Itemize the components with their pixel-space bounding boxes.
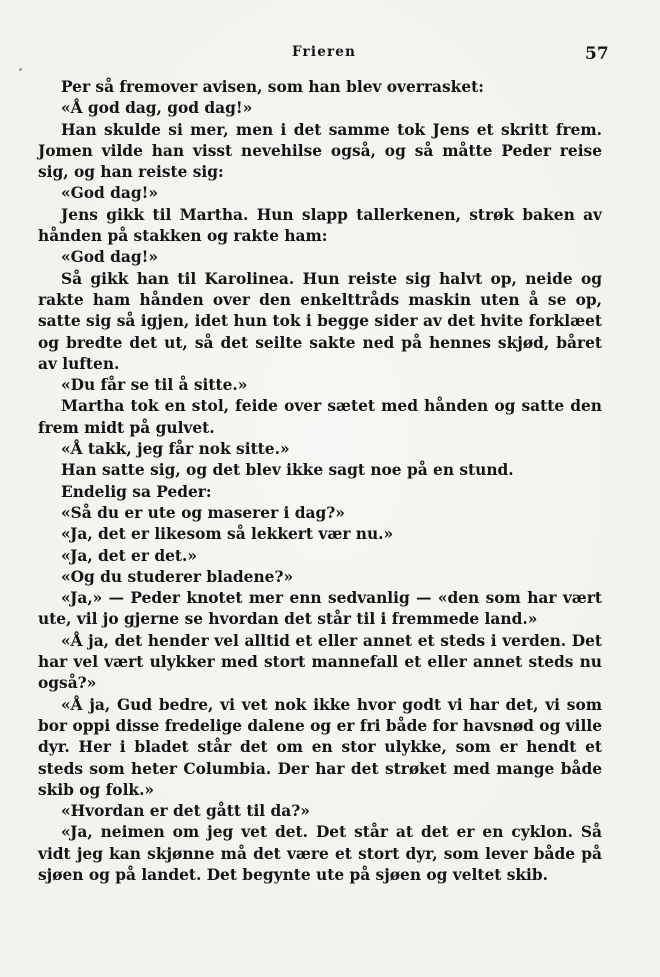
paragraph: «Ja, neimen om jeg vet det. Det står at det er en cyklon. Så vidt jeg kan skjønne må det være et stort dyr, som lever både på sjøen og på landet. Det begynte ute på sjøen og veltet skib. [38, 823, 602, 884]
body-text [38, 77, 602, 886]
paragraph: «Å takk, jeg får nok sitte.» [61, 440, 290, 459]
paragraph: Endelig sa Peder: [61, 482, 212, 501]
paragraph: «God dag!» [61, 248, 159, 267]
paragraph: «Og du studerer bladene?» [61, 567, 294, 586]
paper-speck [19, 68, 22, 71]
page-number: 57 [585, 44, 609, 64]
paragraph: «Ja, det er det.» [61, 546, 197, 565]
paragraph: «Ja, det er likesom så lekkert vær nu.» [61, 525, 394, 544]
paragraph: «Du får se til å sitte.» [61, 376, 248, 395]
paragraph: «God dag!» [61, 184, 159, 203]
paragraph: Martha tok en stol, feide over sætet med hånden og satte den frem midt på gulvet. [38, 397, 602, 437]
paragraph: «Så du er ute og maserer i dag?» [61, 503, 345, 522]
paragraph: Han satte sig, og det blev ikke sagt noe på en stund. [61, 461, 514, 480]
paragraph: Jens gikk til Martha. Hun slapp tallerkenen, strøk baken av hånden på stakken og rakte ham: [38, 205, 602, 246]
paragraph: «Hvordan er det gått til da?» [61, 802, 310, 821]
paragraph: «Å ja, Gud bedre, vi vet nok ikke hvor godt vi har det, vi som bor oppi disse fredelige dalene og er fri både for havsnød og ville dyr. Her i bladet står det om en stor ulykke, som er hendt et steds som heter Columbia. Der har det strøket med mange både skib og folk.» [38, 695, 602, 799]
paragraph: «Å ja, det hender vel alltid et eller annet et steds i verden. Det har vel vært ulykker med stort mannefall et eller annet steds nu også?» [38, 631, 602, 693]
paragraph: «Ja,» — Peder knotet mer enn sedvanlig — «den som har vært ute, vil jo gjerne se hvordan det står til i fremmede land.» [38, 589, 602, 629]
paragraph: Han skulde si mer, men i det samme tok Jens et skritt frem. Jomen vilde han visst nevehilse også, og så måtte Peder reise sig, og han reiste sig: [38, 120, 602, 182]
running-title: Frieren [292, 44, 357, 60]
paragraph: Per så fremover avisen, som han blev overrasket: [61, 78, 484, 96]
paragraph: «Å god dag, god dag!» [61, 99, 253, 118]
paragraph: Så gikk han til Karolinea. Hun reiste sig halvt op, neide og rakte ham hånden over den enkelttråds maskin uten å se op, satte sig så igjen, idet hun tok i begge sider av det hvite forklæet og bredte det ut, så det seilte sakte ned på hennes skjød, båret av luften. [38, 269, 602, 373]
